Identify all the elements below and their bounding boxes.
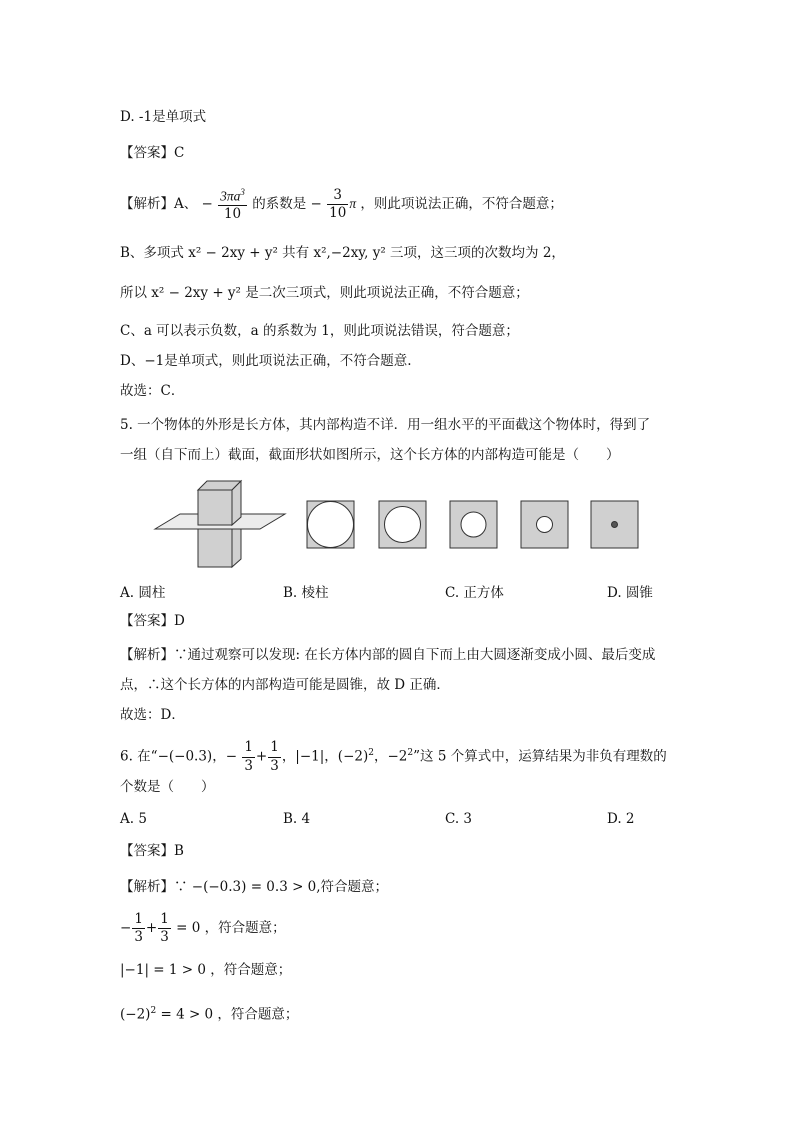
- q6-analysis-fraction-2: $\frac{1}{3}$: [160, 910, 169, 945]
- cross-section-1: [307, 501, 354, 548]
- cuboid-with-plane: [155, 481, 285, 567]
- cross-section-3: [450, 501, 497, 548]
- q6-option-a: A. 5: [120, 811, 147, 827]
- cross-section-2: [379, 501, 426, 548]
- q5-option-d: D. 圆锥: [607, 585, 653, 601]
- q5-choice: 故选：D．: [120, 707, 185, 723]
- q5-analysis-2: 点，∴这个长方体的内部构造可能是圆锥，故 D 正确．: [120, 677, 450, 693]
- q5-option-a: A. 圆柱: [120, 585, 166, 601]
- q5-stem-2: 一组（自下而上）截面，截面形状如图所示，这个长方体的内部构造可能是（ ）: [120, 447, 620, 463]
- q6-fraction-1: $\frac{1}{3}$: [244, 739, 253, 774]
- q6-analysis-fraction-1: $\frac{1}{3}$: [134, 910, 143, 945]
- q6-answer: 【答案】B: [120, 843, 184, 859]
- value-fraction: $\frac{3}{10}$: [329, 186, 347, 221]
- q6-stem-1: 6. 在“−(−0.3)，− $\frac{1}{3}$ + $\frac{1}{3}$ ，|−1|，$(-2)^2$，$-2^2$”这 5 个算式中，运算结果为非负有理数的: [120, 739, 667, 774]
- q6-analysis-3: |−1| = 1 > 0 ，符合题意；: [120, 962, 292, 978]
- q4-analysis-b-1: B、多项式 x² − 2xy + y² 共有 x²,−2xy, y² 三项，这三项的次数均为 2，: [120, 245, 565, 261]
- q5-figure: [150, 477, 650, 569]
- q5-option-c: C. 正方体: [445, 585, 504, 601]
- q5-option-b: B. 棱柱: [283, 585, 329, 601]
- q6-stem-2: 个数是（ ）: [120, 779, 215, 795]
- q4-option-d: D. -1是单项式: [120, 109, 207, 125]
- coefficient-fraction: $\frac{3\pi a^3}{10}$: [220, 186, 245, 222]
- q5-stem-1: 5. 一个物体的外形是长方体，其内部构造不详．用一组水平的平面截这个物体时，得到了: [120, 417, 651, 433]
- q4-analysis-c: C、a 可以表示负数，a 的系数为 1，则此项说法错误，符合题意；: [120, 323, 519, 339]
- q4-analysis-b-2: 所以 x² − 2xy + y² 是二次三项式，则此项说法正确，不符合题意；: [120, 285, 529, 301]
- q4-analysis-a: 【解析】A、 − $\frac{3\pi a^3}{10}$ 的系数是 − $\frac{3}{10}$ π ，则此项说法正确，不符合题意；: [120, 186, 563, 222]
- q6-option-b: B. 4: [283, 811, 311, 827]
- q6-analysis-4: $(-2)^2 = 4 > 0$ ，符合题意；: [120, 1006, 299, 1023]
- q6-option-c: C. 3: [445, 811, 473, 827]
- q6-analysis-2: − $\frac{1}{3}$ + $\frac{1}{3}$ = 0 ，符合题意；: [120, 910, 286, 945]
- cross-section-5: [591, 501, 638, 548]
- cross-section-4: [521, 501, 568, 548]
- q6-option-d: D. 2: [607, 811, 635, 827]
- analysis-label: 【解析】A、: [120, 196, 198, 212]
- q4-analysis-d: D、−1是单项式，则此项说法正确，不符合题意.: [120, 353, 412, 369]
- q5-answer: 【答案】D: [120, 613, 185, 629]
- q6-fraction-2: $\frac{1}{3}$: [270, 739, 279, 774]
- q5-analysis-1: 【解析】∵通过观察可以发现: 在长方体内部的圆自下而上由大圆逐渐变成小圆、最后变成: [120, 647, 656, 663]
- q4-answer: 【答案】C: [120, 145, 185, 161]
- q4-choice: 故选：C．: [120, 383, 185, 399]
- q6-analysis-1: 【解析】∵ −(−0.3) = 0.3 > 0,符合题意；: [120, 879, 389, 895]
